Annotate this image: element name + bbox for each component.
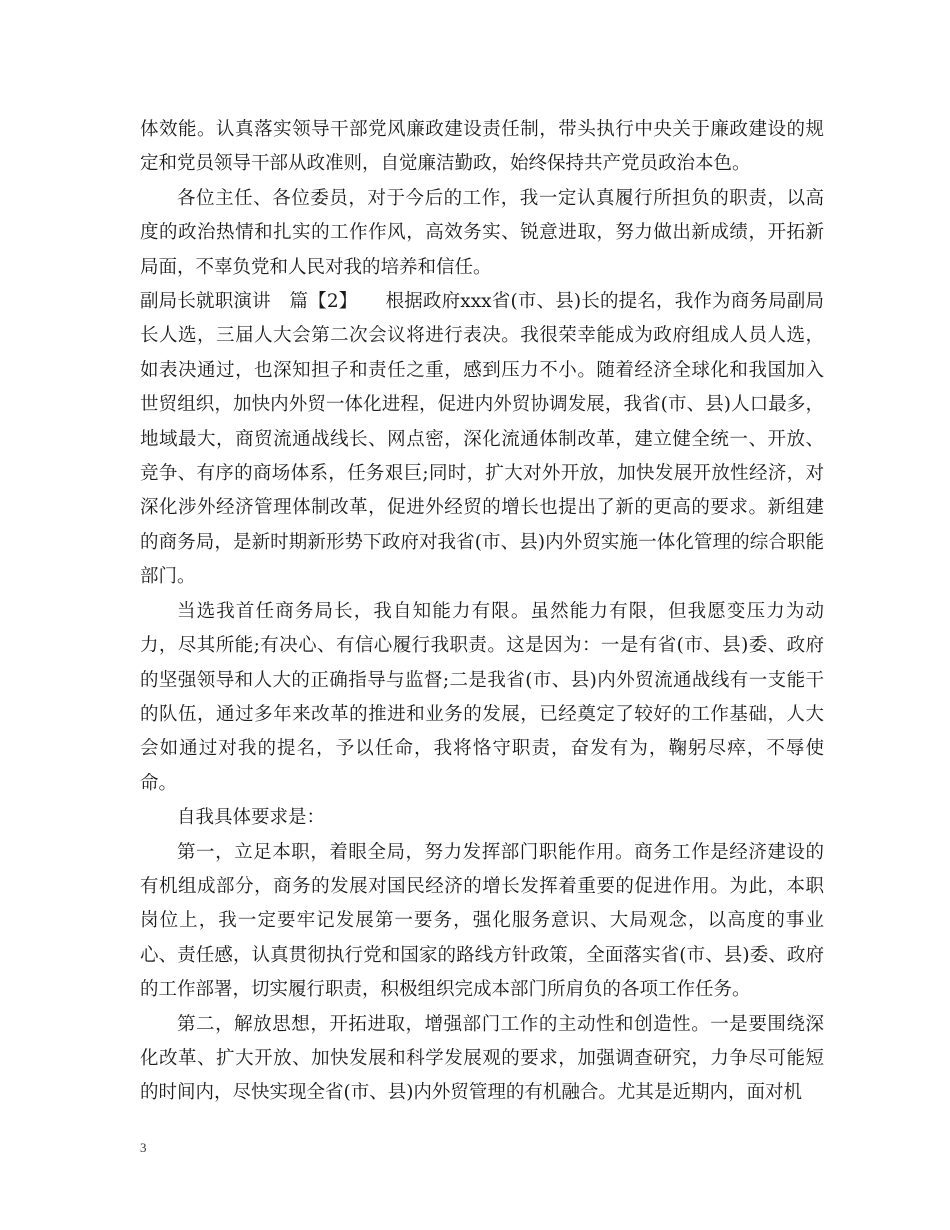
paragraph-7: 第二，解放思想，开拓进取，增强部门工作的主动性和创造性。一是要围绕深化改革、扩大开放、加快发展和科学发展观的要求，加强调查研究，力争尽可能短的时间内，尽快实现全省(市、县)内外贸管理的有机融合。尤其是近期内，面对机 — [140, 1013, 824, 1104]
paragraph-1: 体效能。认真落实领导干部党风廉政建设责任制，带头执行中央关于廉政建设的规定和党员领导干部从政准则，自觉廉洁勤政，始终保持共产党员政治本色。 — [140, 119, 824, 175]
paragraph-3: 副局长就职演讲 篇【2】 根据政府xxx省(市、县)长的提名，我作为商务局副局长人选，三届人大会第二次会议将进行表决。我很荣幸能成为政府组成人员人选，如表决通过，也深知担子和责任之重，感到压力不小。随着经济全球化和我国加入世贸组织，加快内外贸一体化进程，促进内外贸协调发展，我省(市、县)人口最多，地域最大，商贸流通战线长、网点密，深化流通体制改革，建立健全统一、开放、竞争、有序的商场体系，任务艰巨;同时，扩大对外开放，加快发展开放性经济，对深化涉外经济管理体制改革，促进外经贸的增长也提出了新的更高的要求。新组建的商务局，是新时期新形势下政府对我省(市、县)内外贸实施一体化管理的综合职能部门。 — [140, 291, 824, 588]
paragraph-6: 第一，立足本职，着眼全局，努力发挥部门职能作用。商务工作是经济建设的有机组成部分，商务的发展对国民经济的增长发挥着重要的促进作用。为此，本职岗位上，我一定要牢记发展第一要务，强化服务意识、大局观念，以高度的事业心、责任感，认真贯彻执行党和国家的路线方针政策，全面落实省(市、县)委、政府的工作部署，切实履行职责，积极组织完成本部门所肩负的各项工作任务。 — [140, 841, 824, 1001]
page-number: 3 — [140, 1140, 147, 1155]
paragraph-2: 各位主任、各位委员，对于今后的工作，我一定认真履行所担负的职责，以高度的政治热情和扎实的工作作风，高效务实、锐意进取，努力做出新成绩，开拓新局面，不辜负党和人民对我的培养和信任。 — [140, 187, 824, 278]
paragraph-4: 当选我首任商务局长，我自知能力有限。虽然能力有限，但我愿变压力为动力，尽其所能;有决心、有信心履行我职责。这是因为：一是有省(市、县)委、政府的坚强领导和人大的正确指导与监督;二是我省(市、县)内外贸流通战线有一支能干的队伍，通过多年来改革的推进和业务的发展，已经奠定了较好的工作基础，人大会如通过对我的提名，予以任命，我将恪守职责，奋发有为，鞠躬尽瘁，不辱使命。 — [140, 600, 824, 794]
paragraph-5: 自我具体要求是： — [177, 807, 326, 829]
document-body — [140, 113, 824, 1111]
